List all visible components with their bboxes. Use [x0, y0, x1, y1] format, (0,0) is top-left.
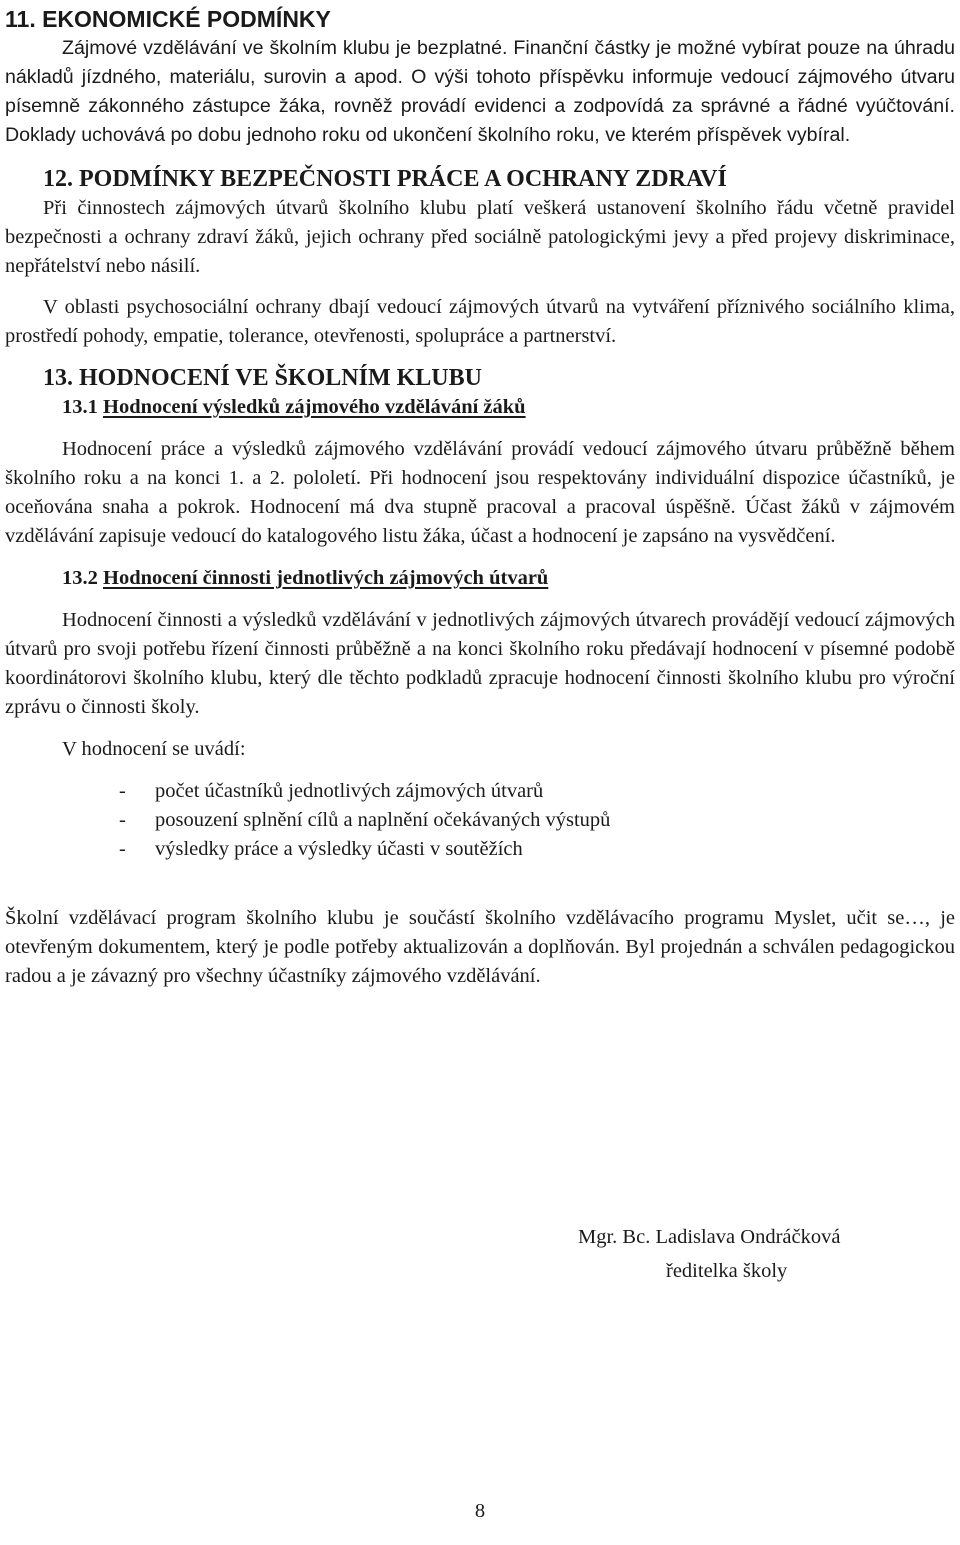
- list-item-text: počet účastníků jednotlivých zájmových útvarů: [155, 780, 544, 802]
- subsection-number: 13.2: [62, 567, 98, 589]
- dash-bullet: -: [119, 838, 126, 860]
- subsection-heading-13-2: [5, 564, 955, 593]
- list-intro: V hodnocení se uvádí:: [62, 738, 246, 760]
- section-heading-11: 11. EKONOMICKÉ PODMÍNKY: [5, 6, 331, 32]
- subsection-heading-13-1: [5, 393, 955, 422]
- signatory-role: ředitelka školy: [666, 1260, 788, 1282]
- page-number: 8: [474, 1500, 486, 1522]
- signature-block: [578, 1223, 918, 1286]
- safety-paragraph-1: Při činnostech zájmových útvarů školního klubu platí veškerá ustanovení školního řádu včetně pravidel bezpečnosti a ochrany zdraví žáků, jejich ochrany před sociálně patologickými jevy a před projevy diskriminace, nepřátelství nebo násilí.: [5, 197, 955, 277]
- list-item: [5, 835, 955, 864]
- list-item-text: výsledky práce a výsledky účasti v soutěžích: [155, 838, 523, 860]
- subsection-title: Hodnocení činnosti jednotlivých zájmových útvarů: [103, 567, 549, 589]
- evaluation-units-paragraph: Hodnocení činnosti a výsledků vzdělávání v jednotlivých zájmových útvarech provádějí vedoucí zájmových útvarů pro svoji potřebu řízení činnosti průběžně a na konci školního roku předávají hodnocení v písemné podobě koordinátorovi školního klubu, který dle těchto podkladů zpracuje hodnocení činnosti školního klubu pro výroční zprávu o činnosti školy.: [5, 609, 955, 718]
- closing-paragraph: Školní vzdělávací program školního klubu je součástí školního vzdělávacího programu Myslet, učit se…, je otevřeným dokumentem, který je podle potřeby aktualizován a doplňován. Byl projednán a schválen pedagogickou radou a je závazný pro všechny účastníky zájmového vzdělávání.: [5, 907, 955, 987]
- section-safety: [5, 164, 955, 351]
- dash-bullet: -: [119, 780, 126, 802]
- section-heading-12: 12. PODMÍNKY BEZPEČNOSTI PRÁCE A OCHRANY ZDRAVÍ: [43, 166, 727, 192]
- list-item-text: posouzení splnění cílů a naplnění očekávaných výstupů: [155, 809, 611, 831]
- subsection-number: 13.1: [62, 396, 98, 418]
- section-evaluation: [5, 363, 955, 864]
- document-page: [5, 4, 955, 991]
- list-item: [5, 806, 955, 835]
- dash-bullet: -: [119, 809, 126, 831]
- list-item: [5, 777, 955, 806]
- subsection-title: Hodnocení výsledků zájmového vzdělávání žáků: [103, 396, 526, 418]
- section-heading-13: 13. HODNOCENÍ VE ŠKOLNÍM KLUBU: [43, 365, 482, 391]
- economic-conditions-paragraph: Zájmové vzdělávání ve školním klubu je bezplatné. Finanční částky je možné vybírat pouze na úhradu nákladů jízdného, materiálu, surovin a apod. O výši tohoto příspěvku informuje vedoucí zájmového útvaru písemně zákonného zástupce žáka, rovněž provádí evidenci a zodpovídá za správné a řádné vyúčtování. Doklady uchovává po dobu jednoho roku od ukončení školního roku, ve kterém příspěvek vybíral.: [5, 37, 955, 146]
- evaluation-results-paragraph: Hodnocení práce a výsledků zájmového vzdělávání provádí vedoucí zájmového útvaru průběžně během školního roku a na konci 1. a 2. pololetí. Při hodnocení jsou respektovány individuální dispozice účastníků, je oceňována snaha a pokrok. Hodnocení má dva stupně pracoval a pracoval úspěšně. Účast žáků v zájmovém vzdělávání zapisuje vedoucí do katalogového listu žáka, účast a hodnocení je zapsáno na vysvědčení.: [5, 438, 955, 547]
- evaluation-items-list: [5, 777, 955, 864]
- section-economic-conditions: [5, 4, 955, 150]
- signatory-name: Mgr. Bc. Ladislava Ondráčková: [578, 1226, 841, 1248]
- safety-paragraph-2: V oblasti psychosociální ochrany dbají vedoucí zájmových útvarů na vytváření příznivého sociálního klima, prostředí pohody, empatie, tolerance, otevřenosti, spolupráce a partnerství.: [5, 296, 955, 347]
